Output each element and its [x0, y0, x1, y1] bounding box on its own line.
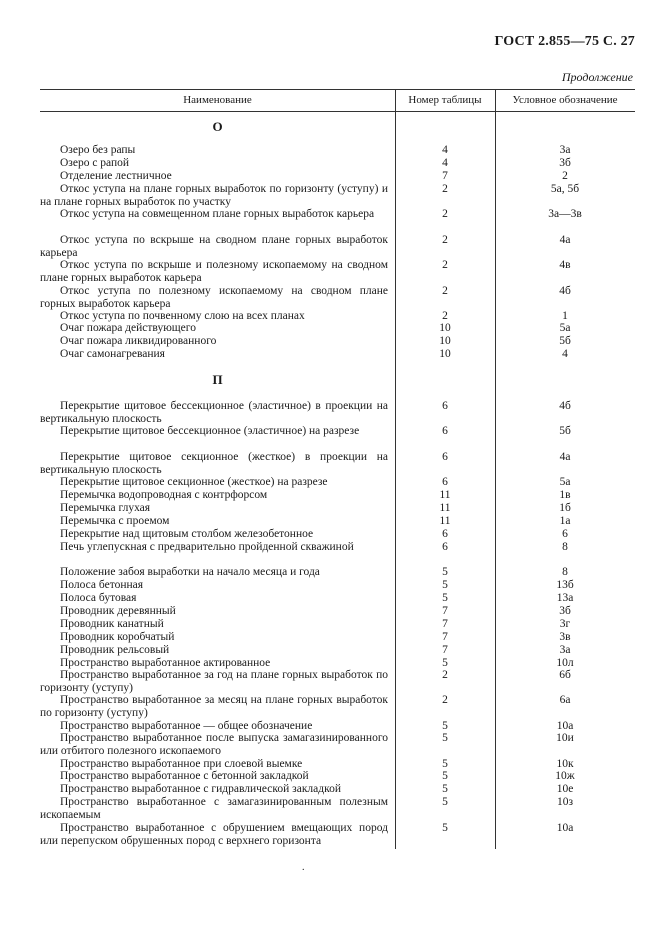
row-symbol: 5б [559, 335, 571, 347]
table-top-rule [40, 89, 635, 90]
row-name: Полоса бутовая [60, 592, 137, 604]
row-symbol: 1а [559, 515, 571, 527]
row-symbol: 10е [556, 783, 574, 795]
row-table-number: 2 [442, 285, 448, 297]
row-name: Откос уступа по полезному ископаемому на сводном плане горных выработок карьера [40, 285, 388, 310]
row-table-number: 5 [442, 579, 448, 591]
row-table-number: 6 [442, 541, 448, 553]
column-header-table: Номер таблицы [408, 94, 482, 106]
row-table-number: 11 [439, 489, 451, 501]
row-symbol: 4а [559, 451, 571, 463]
row-table-number: 5 [442, 783, 448, 795]
row-table-number: 2 [442, 694, 448, 706]
row-symbol: 8 [562, 541, 568, 553]
row-symbol: 4в [559, 259, 571, 271]
row-table-number: 10 [439, 348, 451, 360]
row-symbol: 1в [559, 489, 571, 501]
row-symbol: 10ж [555, 770, 575, 782]
row-symbol: 4б [559, 285, 571, 297]
row-table-number: 4 [442, 157, 448, 169]
row-symbol: 4а [559, 234, 571, 246]
row-name: Пространство выработанное актированное [60, 657, 271, 669]
row-name: Откос уступа по почвенному слою на всех планах [60, 310, 305, 322]
row-table-number: 5 [442, 592, 448, 604]
section-letter: О [212, 119, 223, 134]
row-name: Перемычка глухая [60, 502, 151, 514]
row-name: Пространство выработанное — общее обозначение [60, 720, 313, 732]
row-symbol: 13а [556, 592, 574, 604]
row-name: Проводник коробчатый [60, 631, 175, 643]
row-name: Озеро без рапы [60, 144, 136, 156]
row-symbol: 3а—3в [548, 208, 582, 220]
row-name: Пространство выработанное при слоевой выемке [60, 758, 303, 770]
row-symbol: 10з [556, 796, 574, 808]
row-name: Проводник канатный [60, 618, 164, 630]
row-symbol: 6а [559, 694, 571, 706]
row-name: Положение забоя выработки на начало месяца и года [60, 566, 320, 578]
row-symbol: 5б [559, 425, 571, 437]
row-symbol: 3б [559, 157, 571, 169]
row-symbol: 5а [559, 476, 571, 488]
row-name: Полоса бетонная [60, 579, 144, 591]
row-name: Пространство выработанное с замагазинированным полезным ископаемым [40, 796, 388, 821]
row-table-number: 7 [442, 605, 448, 617]
row-symbol: 5а, 5б [550, 183, 580, 195]
row-name: Проводник рельсовый [60, 644, 170, 656]
row-symbol: 4 [562, 348, 568, 360]
row-name: Перемычка с проемом [60, 515, 170, 527]
row-symbol: 6 [562, 528, 568, 540]
symbols-table [40, 89, 635, 849]
row-name: Перекрытие над щитовым столбом железобетонное [60, 528, 314, 540]
row-name: Пространство выработанное с обрушением вмещающих пород или перепуском обрушенных пород с верхнего горизонта [40, 822, 388, 847]
row-table-number: 2 [442, 310, 448, 322]
row-symbol: 4б [559, 400, 571, 412]
row-name: Пространство выработанное с бетонной закладкой [60, 770, 309, 782]
row-table-number: 4 [442, 144, 448, 156]
row-table-number: 5 [442, 657, 448, 669]
row-symbol: 10л [556, 657, 574, 669]
footer-mark: . [302, 862, 305, 873]
row-table-number: 6 [442, 528, 448, 540]
row-table-number: 11 [439, 515, 451, 527]
row-table-number: 5 [442, 732, 448, 744]
row-name: Очаг самонагревания [60, 348, 165, 360]
column-header-symbol: Условное обозначение [512, 94, 618, 106]
row-name: Пространство выработанное после выпуска замагазинированного или отбитого полезного ископаемого [40, 732, 388, 757]
row-table-number: 2 [442, 669, 448, 681]
row-name: Печь углепускная с предварительно пройденной скважиной [60, 541, 354, 553]
row-symbol: 5а [559, 322, 571, 334]
row-symbol: 2 [562, 170, 568, 182]
row-table-number: 2 [442, 183, 448, 195]
row-symbol: 10и [556, 732, 574, 744]
row-table-number: 10 [439, 335, 451, 347]
row-symbol: 3а [559, 144, 571, 156]
row-name: Перемычка водопроводная с контрфорсом [60, 489, 268, 501]
row-symbol: 8 [562, 566, 568, 578]
row-symbol: 1 [562, 310, 568, 322]
row-symbol: 3а [559, 644, 571, 656]
row-symbol: 3г [559, 618, 571, 630]
section-letter: П [212, 372, 223, 387]
row-name: Откос уступа по вскрыше и полезному ископаемому на сводном плане горных выработок карьера [40, 259, 388, 284]
row-table-number: 2 [442, 259, 448, 271]
row-name: Откос уступа по вскрыше на сводном плане горных выработок карьера [40, 234, 388, 259]
row-name: Перекрытие щитовое бессекционное (эластичное) на разрезе [60, 425, 360, 437]
row-name: Перекрытие щитовое бессекционное (эластичное) в проекции на вертикальную плоскость [40, 400, 388, 425]
row-table-number: 2 [442, 208, 448, 220]
row-name: Пространство выработанное с гидравлической закладкой [60, 783, 342, 795]
row-symbol: 3в [559, 631, 571, 643]
row-table-number: 6 [442, 451, 448, 463]
row-name: Откос уступа на плане горных выработок по горизонту (уступу) и на плане горных выработок по участку [40, 183, 388, 208]
row-table-number: 10 [439, 322, 451, 334]
row-symbol: 1б [559, 502, 571, 514]
row-name: Пространство выработанное за год на плане горных выработок по горизонту (уступу) [40, 669, 388, 694]
row-table-number: 7 [442, 631, 448, 643]
row-table-number: 7 [442, 618, 448, 630]
row-table-number: 6 [442, 476, 448, 488]
row-name: Отделение лестничное [60, 170, 172, 182]
page-header: ГОСТ 2.855—75 С. 27 [494, 34, 635, 49]
row-table-number: 5 [442, 770, 448, 782]
row-table-number: 7 [442, 170, 448, 182]
row-symbol: 10а [556, 720, 574, 732]
row-symbol: 10а [556, 822, 574, 834]
row-table-number: 11 [439, 502, 451, 514]
column-header-name: Наименование [183, 94, 252, 106]
row-table-number: 5 [442, 758, 448, 770]
row-table-number: 2 [442, 234, 448, 246]
row-name: Озеро с рапой [60, 157, 130, 169]
row-symbol: 10к [556, 758, 574, 770]
row-table-number: 5 [442, 566, 448, 578]
row-table-number: 6 [442, 425, 448, 437]
row-name: Откос уступа на совмещенном плане горных выработок карьера [60, 208, 375, 220]
row-name: Перекрытие щитовое секционное (жесткое) в проекции на вертикальную плоскость [40, 451, 388, 476]
row-name: Очаг пожара ликвидированного [60, 335, 217, 347]
continuation-label: Продолжение [561, 70, 633, 84]
row-name: Перекрытие щитовое секционное (жесткое) на разрезе [60, 476, 328, 488]
row-table-number: 5 [442, 822, 448, 834]
table-header-rule [40, 111, 635, 112]
row-name: Очаг пожара действующего [60, 322, 196, 334]
row-table-number: 5 [442, 796, 448, 808]
row-symbol: 3б [559, 605, 571, 617]
row-symbol: 13б [556, 579, 574, 591]
row-table-number: 6 [442, 400, 448, 412]
row-symbol: 6б [559, 669, 571, 681]
row-name: Проводник деревянный [60, 605, 176, 617]
row-table-number: 5 [442, 720, 448, 732]
row-name: Пространство выработанное за месяц на плане горных выработок по горизонту (уступу) [40, 694, 388, 719]
row-table-number: 7 [442, 644, 448, 656]
